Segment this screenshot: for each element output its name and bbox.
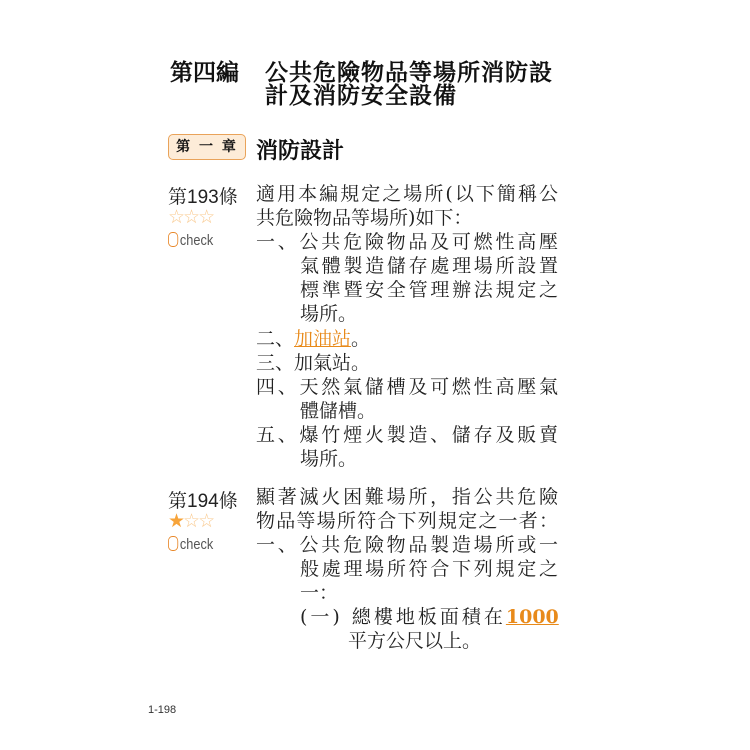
article-text-line: 三、加氣站。	[256, 352, 371, 374]
article-text-line: 五、爆竹煙火製造、儲存及販賣	[256, 424, 558, 446]
article-number: 第193條	[168, 187, 238, 208]
check-label: check	[179, 232, 214, 249]
article-text-line: 一：	[300, 582, 339, 604]
gas-station-link[interactable]: 加油站	[294, 328, 352, 350]
article-text-line: 體儲槽。	[300, 400, 377, 422]
checkbox-icon	[168, 536, 178, 551]
star-rating: ☆☆☆	[168, 206, 214, 228]
part-label: 第四編	[170, 60, 239, 86]
page-number: 1-198	[148, 704, 177, 716]
article-text-line: 標準暨安全管理辦法規定之	[300, 279, 558, 301]
part-title-line-1: 公共危險物品等場所消防設	[265, 60, 553, 86]
part-title-line-2: 計及消防安全設備	[265, 83, 457, 109]
star-rating	[168, 510, 213, 532]
article-text-line: 場所。	[300, 303, 358, 325]
article-text-line: 物品等場所符合下列規定之一者：	[256, 510, 558, 532]
item-suffix: 。	[351, 328, 371, 350]
article-text-line: 氣體製造儲存處理場所設置	[300, 255, 558, 277]
article-text-line: 共危險物品等場所)如下：	[256, 207, 473, 229]
item-prefix: 二、	[256, 328, 295, 350]
checkbox-icon	[168, 232, 178, 247]
chapter-badge: 第 一 章	[168, 134, 246, 160]
article-text-line	[256, 328, 370, 350]
star-filled-icon: ★	[168, 510, 184, 532]
check-box[interactable]	[168, 232, 213, 249]
article-text-line: 適用本編規定之場所(以下簡稱公	[256, 183, 558, 205]
article-text-line: 四、天然氣儲槽及可燃性高壓氣	[256, 376, 558, 398]
article-text-line: 顯著滅火困難場所，指公共危險	[256, 486, 558, 508]
article-text-line: 場所。	[300, 448, 358, 470]
chapter-title: 消防設計	[256, 139, 345, 164]
article-text-line	[300, 606, 559, 628]
area-value-link[interactable]: 1000	[505, 606, 559, 628]
article-text-line: 平方公尺以上。	[348, 630, 482, 652]
sub-item-text: (一) 總樓地板面積在	[300, 606, 506, 628]
article-number: 第194條	[168, 491, 238, 512]
check-box[interactable]	[168, 536, 213, 553]
article-text-line: 般處理場所符合下列規定之	[300, 558, 558, 580]
star-empty-icon: ☆☆	[183, 510, 214, 532]
check-label: check	[179, 536, 214, 553]
article-text-line: 一、公共危險物品製造場所或一	[256, 534, 558, 556]
article-text-line: 一、公共危險物品及可燃性高壓	[256, 231, 558, 253]
